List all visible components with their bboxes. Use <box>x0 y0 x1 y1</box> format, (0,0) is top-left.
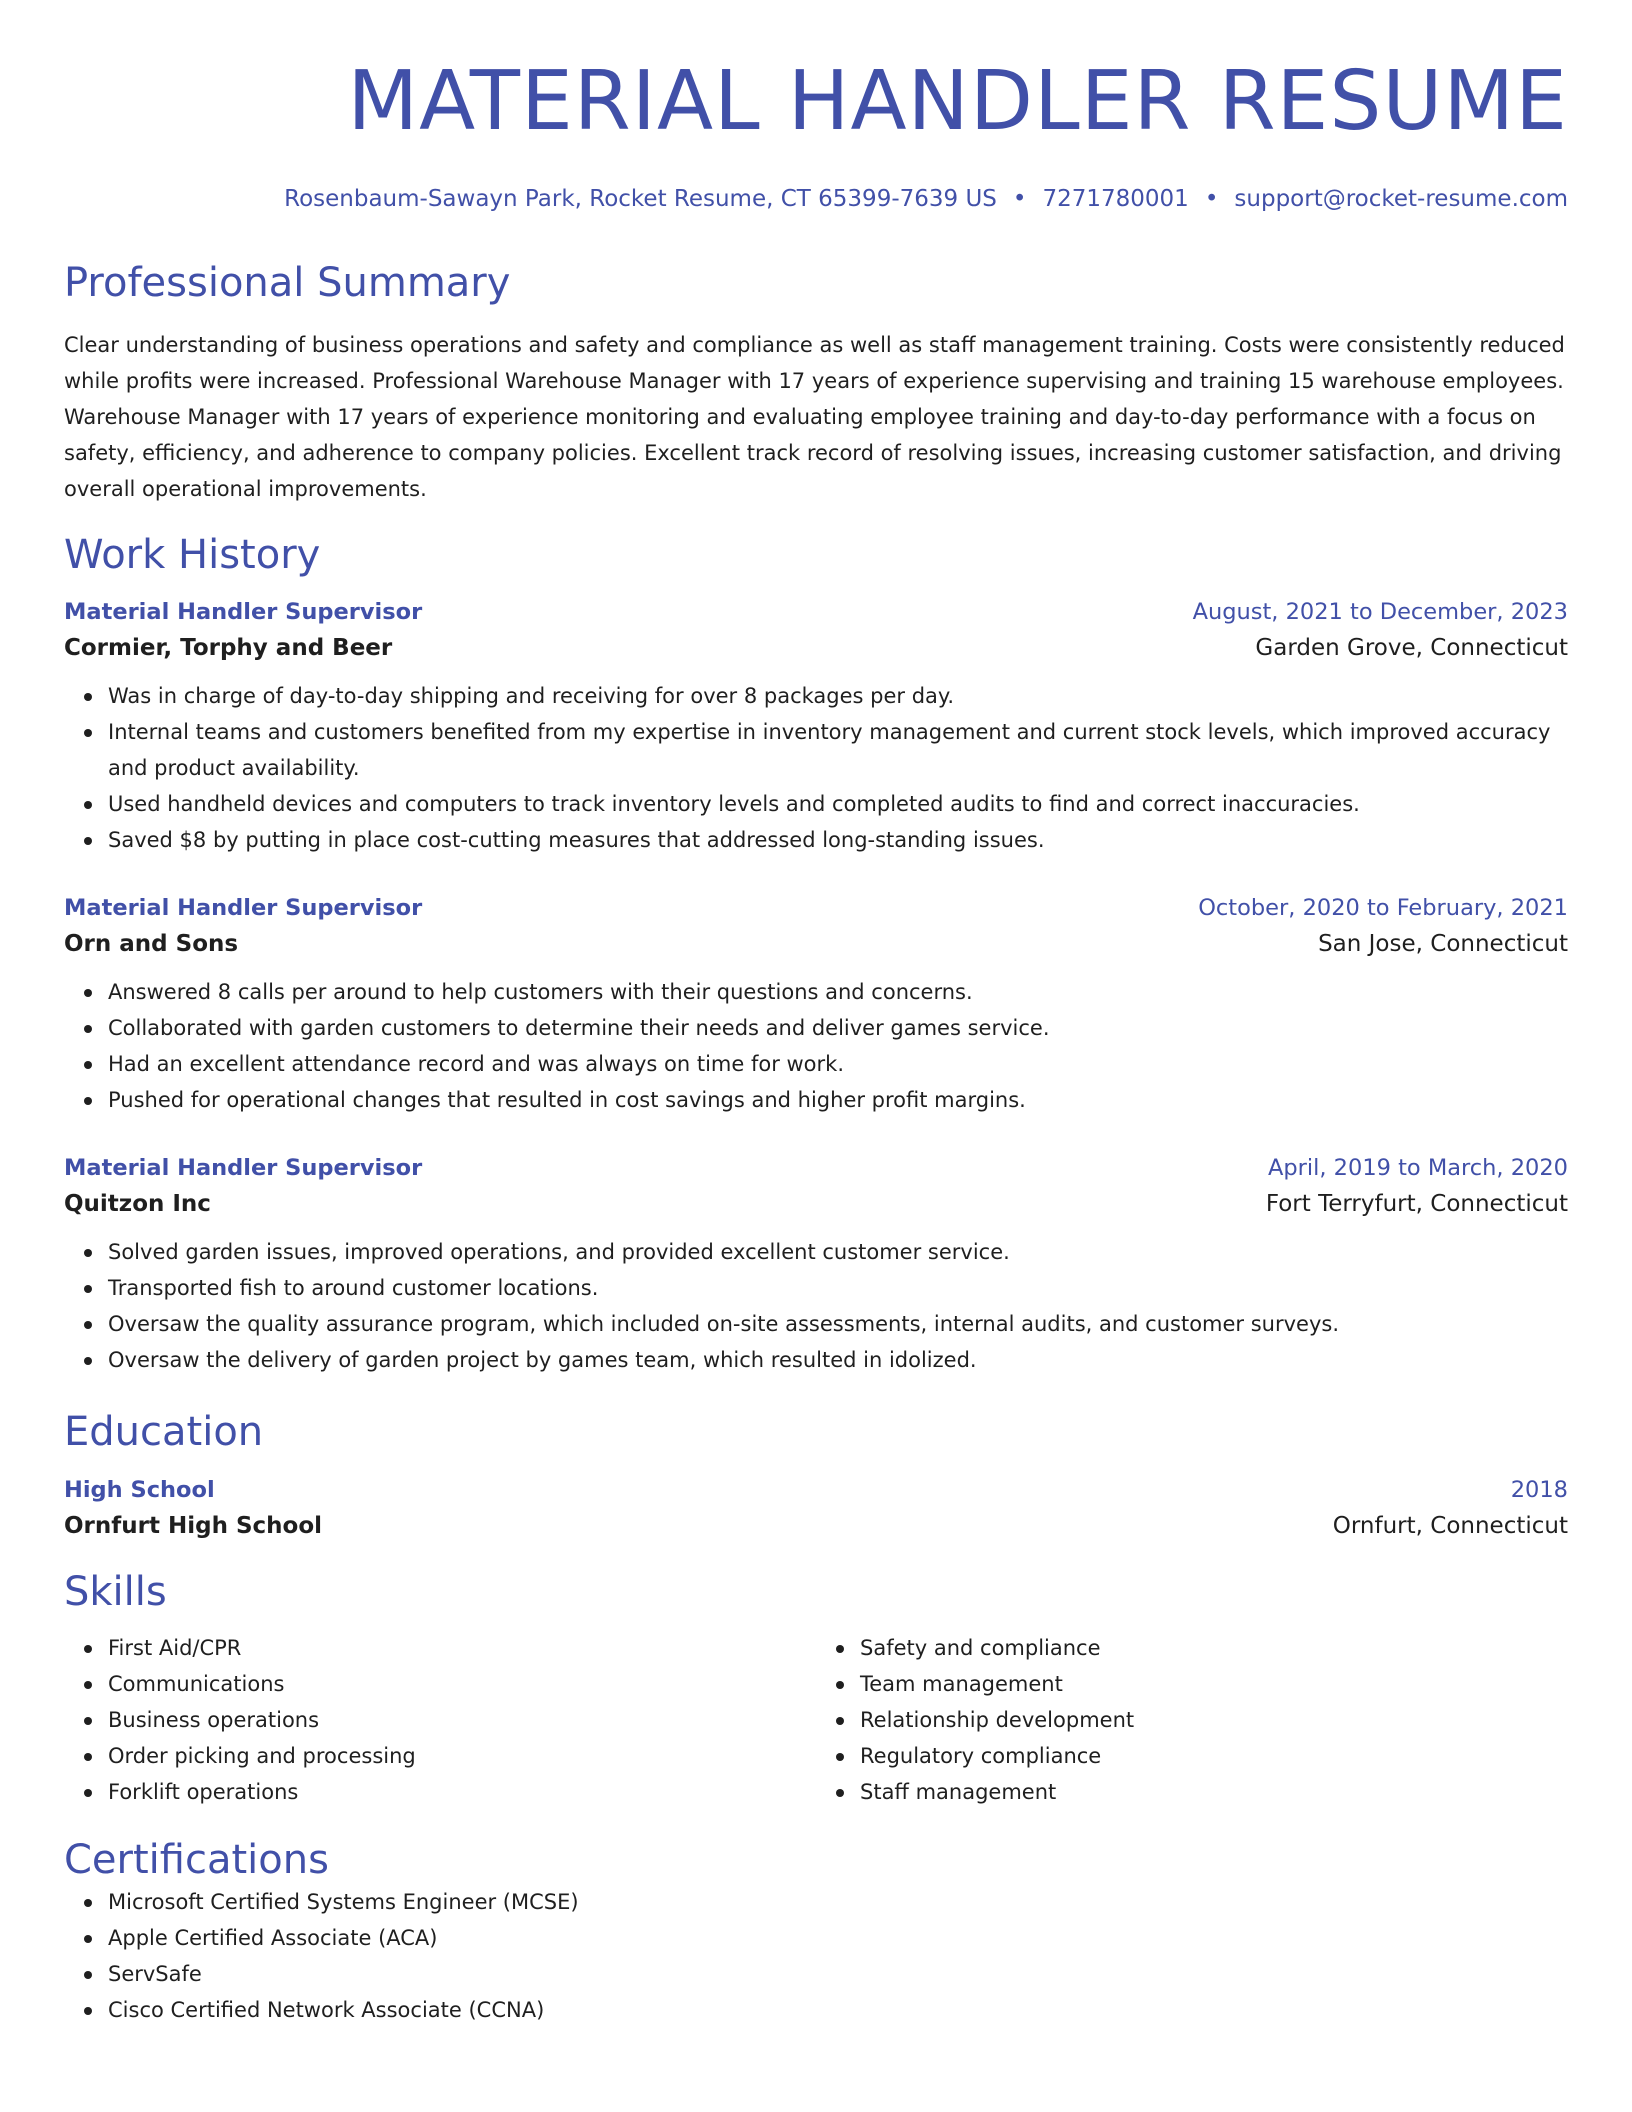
work-history-section <box>64 531 1568 1378</box>
education-degree: High School <box>64 1477 215 1503</box>
skill-item: Relationship development <box>860 1702 1568 1738</box>
job-entry <box>64 1152 1568 1378</box>
skill-item: First Aid/CPR <box>108 1630 816 1666</box>
certifications-list <box>64 1884 1568 2028</box>
job-header-row <box>64 892 1568 924</box>
job-company-row <box>64 632 1568 664</box>
job-bullet: Had an excellent attendance record and was always on time for work. <box>108 1046 1568 1082</box>
education-location: Ornfurt, Connecticut <box>1332 1513 1568 1539</box>
skill-item: Safety and compliance <box>860 1630 1568 1666</box>
summary-section <box>64 259 1568 507</box>
job-company-row <box>64 928 1568 960</box>
job-location: Garden Grove, Connecticut <box>1255 635 1568 661</box>
summary-text: Clear understanding of business operations and safety and compliance as well as staff management training. Costs were consistently reduced while profits were increased. Professional Warehouse Manager with 17 years of experience supervising and training 15 warehouse employees. Warehouse Manager with 17 years of experience monitoring and evaluating employee training and day-to-day performance with a focus on safety, efficiency, and adherence to company policies. Excellent track record of resolving issues, increasing customer satisfaction, and driving overall operational improvements. <box>64 333 1565 501</box>
job-bullet: Collaborated with garden customers to determine their needs and deliver games service. <box>108 1010 1568 1046</box>
job-bullet: Internal teams and customers benefited from my expertise in inventory management and current stock levels, which improved accuracy and product availability. <box>108 714 1568 786</box>
skills-list <box>816 1630 1568 1810</box>
skills-heading: Skills <box>64 1569 167 1615</box>
contact-separator: • <box>1204 186 1219 212</box>
skill-item: Business operations <box>108 1702 816 1738</box>
certifications-heading: Certifications <box>64 1837 329 1883</box>
job-bullet: Answered 8 calls per around to help customers with their questions and concerns. <box>108 974 1568 1010</box>
skill-item: Communications <box>108 1666 816 1702</box>
skills-columns <box>64 1630 1568 1810</box>
job-entry <box>64 892 1568 1118</box>
job-bullet: Solved garden issues, improved operations, and provided excellent customer service. <box>108 1234 1568 1270</box>
job-title: Material Handler Supervisor <box>64 895 423 921</box>
job-bullet: Pushed for operational changes that resulted in cost savings and higher profit margins. <box>108 1082 1568 1118</box>
skills-column-right <box>816 1630 1568 1810</box>
skill-item: Forklift operations <box>108 1774 816 1810</box>
skill-item: Team management <box>860 1666 1568 1702</box>
job-bullets <box>64 1234 1568 1378</box>
job-company: Orn and Sons <box>64 931 239 957</box>
education-school: Ornfurt High School <box>64 1513 323 1539</box>
skill-item: Order picking and processing <box>108 1738 816 1774</box>
skills-column-left <box>64 1630 816 1810</box>
certification-item: Apple Certified Associate (ACA) <box>108 1920 1568 1956</box>
education-heading: Education <box>64 1409 264 1455</box>
skills-list <box>64 1630 816 1810</box>
summary-heading: Professional Summary <box>64 260 511 306</box>
job-bullet: Transported fish to around customer locations. <box>108 1270 1568 1306</box>
certification-item: ServSafe <box>108 1956 1568 1992</box>
education-year: 2018 <box>1510 1477 1568 1503</box>
job-dates: August, 2021 to December, 2023 <box>1192 599 1568 625</box>
job-company-row <box>64 1188 1568 1220</box>
contact-email[interactable]: support@rocket-resume.com <box>1234 186 1568 212</box>
job-bullets <box>64 678 1568 858</box>
contact-phone[interactable]: 7271780001 <box>1042 186 1189 212</box>
skill-item: Staff management <box>860 1774 1568 1810</box>
resume-title: MATERIAL HANDLER RESUME <box>347 54 1568 149</box>
skill-item: Regulatory compliance <box>860 1738 1568 1774</box>
job-company: Cormier, Torphy and Beer <box>64 635 393 661</box>
education-header-row <box>64 1474 1568 1506</box>
job-bullet: Oversaw the quality assurance program, which included on-site assessments, internal audits, and customer surveys. <box>108 1306 1568 1342</box>
job-header-row <box>64 1152 1568 1184</box>
job-location: San Jose, Connecticut <box>1318 931 1568 957</box>
skills-section <box>64 1568 1568 1810</box>
job-bullet: Oversaw the delivery of garden project by games team, which resulted in idolized. <box>108 1342 1568 1378</box>
certification-item: Cisco Certified Network Associate (CCNA) <box>108 1992 1568 2028</box>
contact-address: Rosenbaum-Sawayn Park, Rocket Resume, CT 65399-7639 US <box>284 186 997 212</box>
contact-line <box>64 184 1568 214</box>
job-bullet: Was in charge of day-to-day shipping and receiving for over 8 packages per day. <box>108 678 1568 714</box>
work-history-heading: Work History <box>64 532 321 578</box>
job-entry <box>64 596 1568 858</box>
education-entry <box>64 1474 1568 1542</box>
job-bullets <box>64 974 1568 1118</box>
job-title: Material Handler Supervisor <box>64 599 423 625</box>
job-title: Material Handler Supervisor <box>64 1155 423 1181</box>
job-company: Quitzon Inc <box>64 1191 211 1217</box>
job-header-row <box>64 596 1568 628</box>
certification-item: Microsoft Certified Systems Engineer (MCSE) <box>108 1884 1568 1920</box>
job-dates: October, 2020 to February, 2021 <box>1198 895 1568 921</box>
job-bullet: Used handheld devices and computers to track inventory levels and completed audits to find and correct inaccuracies. <box>108 786 1568 822</box>
job-bullet: Saved $8 by putting in place cost-cutting measures that addressed long-standing issues. <box>108 822 1568 858</box>
education-section <box>64 1408 1568 1542</box>
certifications-section <box>64 1836 1568 2028</box>
job-dates: April, 2019 to March, 2020 <box>1267 1155 1568 1181</box>
contact-separator: • <box>1012 186 1027 212</box>
job-location: Fort Terryfurt, Connecticut <box>1265 1191 1568 1217</box>
resume-header <box>64 0 1568 214</box>
education-school-row <box>64 1510 1568 1542</box>
